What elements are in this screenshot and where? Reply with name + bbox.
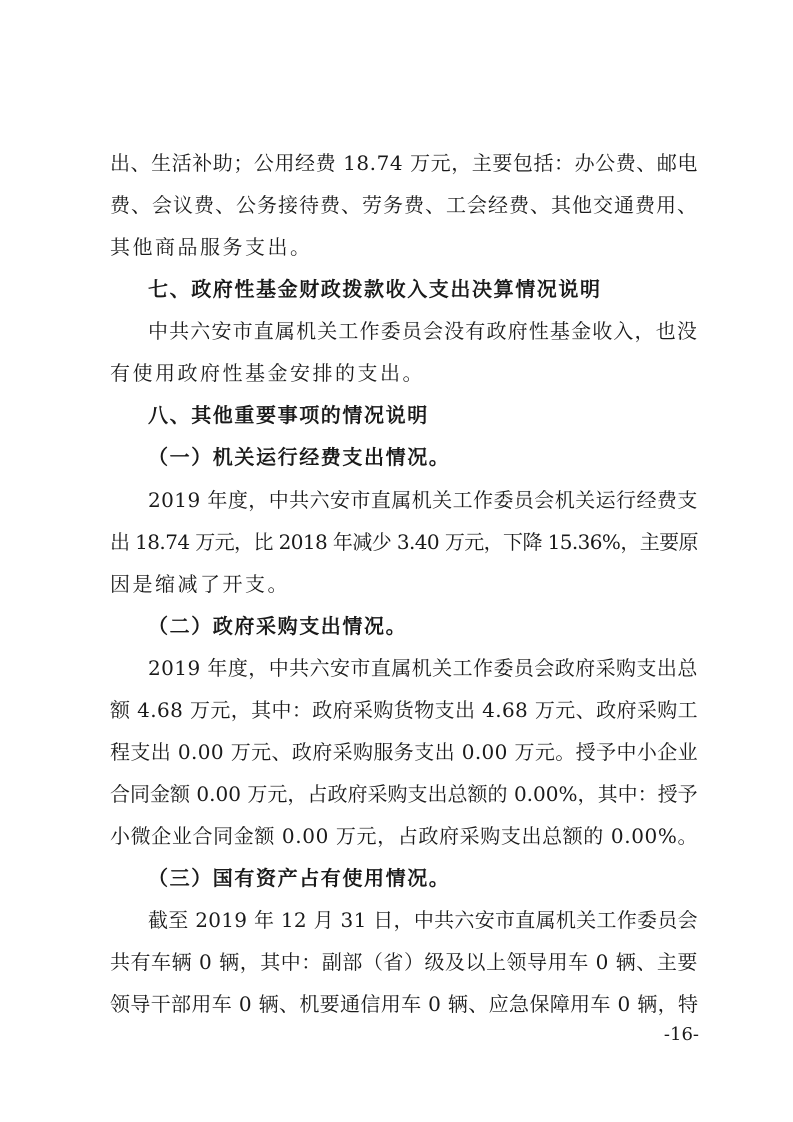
subsection-heading: （二）政府采购支出情况。: [148, 614, 408, 638]
page-number: -16-: [663, 1024, 699, 1045]
body-text-line: 领导干部用车 0 辆、机要通信用车 0 辆、应急保障用车 0 辆，特: [110, 992, 699, 1016]
body-text-line: 2019 年度，中共六安市直属机关工作委员会政府采购支出总: [148, 656, 698, 680]
body-text-line: 程支出 0.00 万元、政府采购服务支出 0.00 万元。授予中小企业: [110, 740, 698, 764]
body-text-line: 出、生活补助；公用经费 18.74 万元，主要包括：办公费、邮电: [110, 151, 698, 175]
body-text-line: 费、会议费、公务接待费、劳务费、工会经费、其他交通费用、: [110, 193, 698, 217]
body-text-line: 有使用政府性基金安排的支出。: [110, 361, 425, 385]
body-text-line: 因是缩减了开支。: [110, 572, 290, 596]
section-heading: 八、其他重要事项的情况说明: [148, 403, 429, 427]
subsection-heading: （三）国有资产占有使用情况。: [148, 866, 451, 890]
body-text-line: 共有车辆 0 辆，其中：副部（省）级及以上领导用车 0 辆、主要: [110, 950, 698, 974]
body-text-line: 其他商品服务支出。: [110, 235, 313, 259]
body-text-line: 小微企业合同金额 0.00 万元，占政府采购支出总额的 0.00%。: [110, 824, 699, 848]
body-text-line: 出 18.74 万元，比 2018 年减少 3.40 万元，下降 15.36%，主要原: [110, 530, 698, 554]
body-text-line: 2019 年度，中共六安市直属机关工作委员会机关运行经费支: [148, 488, 698, 512]
body-text-line: 中共六安市直属机关工作委员会没有政府性基金收入，也没: [148, 319, 698, 343]
section-heading: 七、政府性基金财政拨款收入支出决算情况说明: [148, 277, 602, 301]
subsection-heading: （一）机关运行经费支出情况。: [148, 445, 451, 469]
body-text-line: 截至 2019 年 12 月 31 日，中共六安市直属机关工作委员会: [148, 908, 698, 932]
body-text-line: 额 4.68 万元，其中：政府采购货物支出 4.68 万元、政府采购工: [110, 698, 698, 722]
body-text-line: 合同金额 0.00 万元，占政府采购支出总额的 0.00%，其中：授予: [110, 782, 698, 806]
